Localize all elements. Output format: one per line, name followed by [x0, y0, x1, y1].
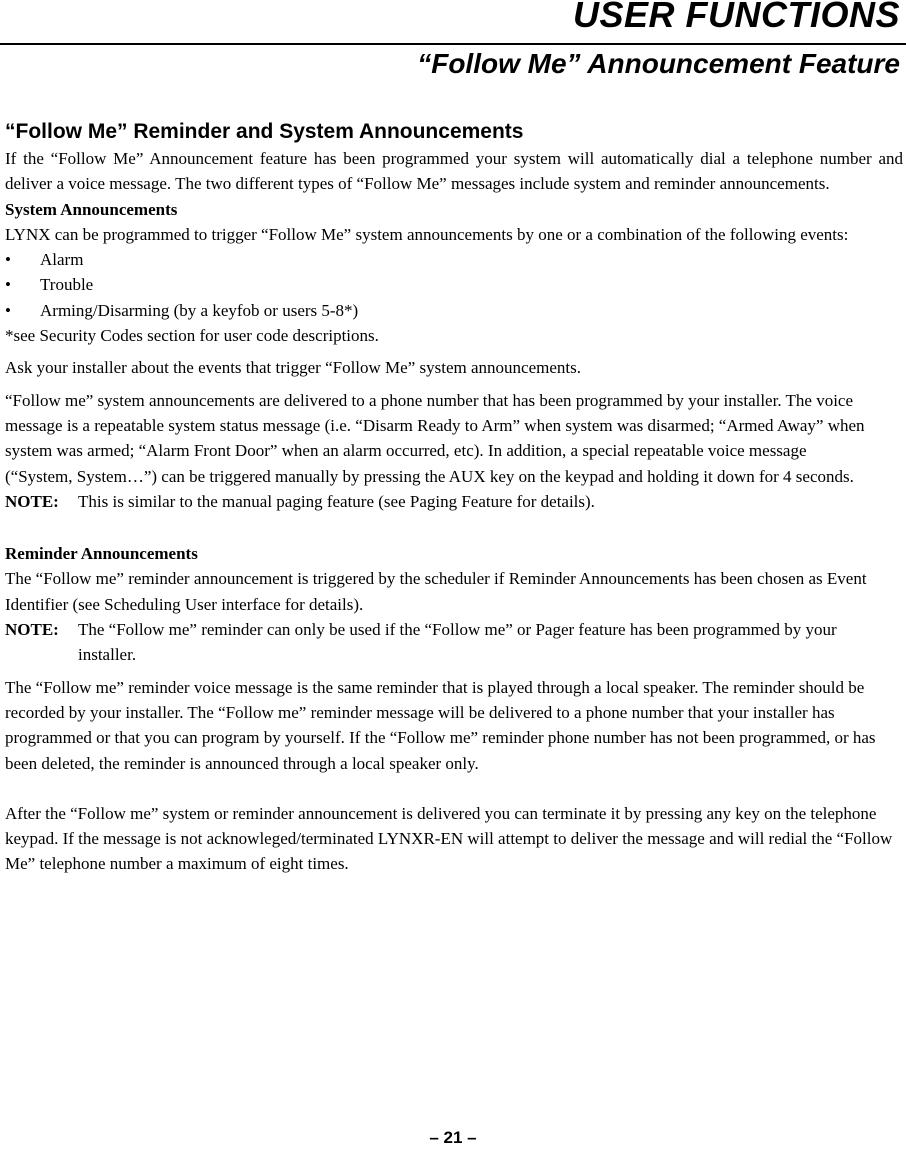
- reminder-announcements-details: The “Follow me” reminder voice message is the same reminder that is played through a local speaker. The reminder should be recorded by your installer. The “Follow me” reminder message will be delivered to a phone number that your installer has programmed or that you can program by yourself. If the “Follow me” reminder phone number has not been programmed, or has been deleted, the reminder is announced through a local speaker only.: [5, 677, 876, 773]
- system-announcements-details: “Follow me” system announcements are delivered to a phone number that has been programmed by your installer. The voice message is a repeatable system status message (i.e. “Disarm Ready to Arm” when system was disarmed; “Armed Away” when system was armed; “Alarm Front Door” when an alarm occurred, etc). In addition, a special repeatable voice message (“System, System…”) can be triggered manually by pressing the AUX key on the keypad and holding it down for 4 seconds.: [5, 390, 865, 486]
- event-list: [5, 247, 903, 323]
- page-body: [5, 118, 903, 877]
- system-announcements-heading: System Announcements: [5, 199, 178, 219]
- list-item: [5, 298, 903, 323]
- termination-instructions: After the “Follow me” system or reminder announcement is delivered you can terminate it by pressing any key on the telephone keypad. If the message is not acknowleged/terminated LYNXR-EN will attempt to deliver the message and will redial the “Follow Me” telephone number a maximum of eight times.: [5, 803, 893, 874]
- reminder-announcements-intro: The “Follow me” reminder announcement is triggered by the scheduler if Reminder Announcements has been chosen as Event Identifier (see Scheduling User interface for details).: [5, 569, 867, 614]
- bullet-icon: •: [5, 250, 11, 270]
- reminder-note: [5, 617, 903, 668]
- section-heading: “Follow Me” Reminder and System Announcements: [5, 120, 524, 143]
- note-label: NOTE:: [5, 491, 59, 511]
- event-label: Alarm: [40, 250, 84, 270]
- list-item: [5, 272, 903, 297]
- page-header-title: USER FUNCTIONS: [572, 0, 900, 35]
- system-announcements-intro: LYNX can be programmed to trigger “Follow Me” system announcements by one or a combination of the following events:: [5, 224, 849, 244]
- note-text: This is similar to the manual paging feature (see Paging Feature for details).: [78, 491, 595, 511]
- section-intro: If the “Follow Me” Announcement feature has been programmed your system will automatically dial a telephone number and deliver a voice message. The two different types of “Follow Me” messages include system and reminder announcements.: [5, 149, 903, 194]
- bullet-icon: •: [5, 300, 11, 320]
- note-label: NOTE:: [5, 620, 59, 640]
- note-text: The “Follow me” reminder can only be used if the “Follow me” or Pager feature has been programmed by your installer.: [78, 620, 837, 665]
- bullet-icon: •: [5, 275, 11, 295]
- event-label: Arming/Disarming (by a keyfob or users 5-8*): [40, 300, 359, 320]
- page-header-subtitle: “Follow Me” Announcement Feature: [417, 48, 900, 79]
- header-divider: [0, 43, 906, 45]
- list-item: [5, 247, 903, 272]
- event-label: Trouble: [40, 275, 94, 295]
- page-number: – 21 –: [429, 1128, 477, 1147]
- user-code-footnote: *see Security Codes section for user code descriptions.: [5, 326, 379, 346]
- ask-installer-text: Ask your installer about the events that trigger “Follow Me” system announcements.: [5, 358, 581, 378]
- system-note: [5, 489, 903, 514]
- reminder-announcements-heading: Reminder Announcements: [5, 544, 198, 564]
